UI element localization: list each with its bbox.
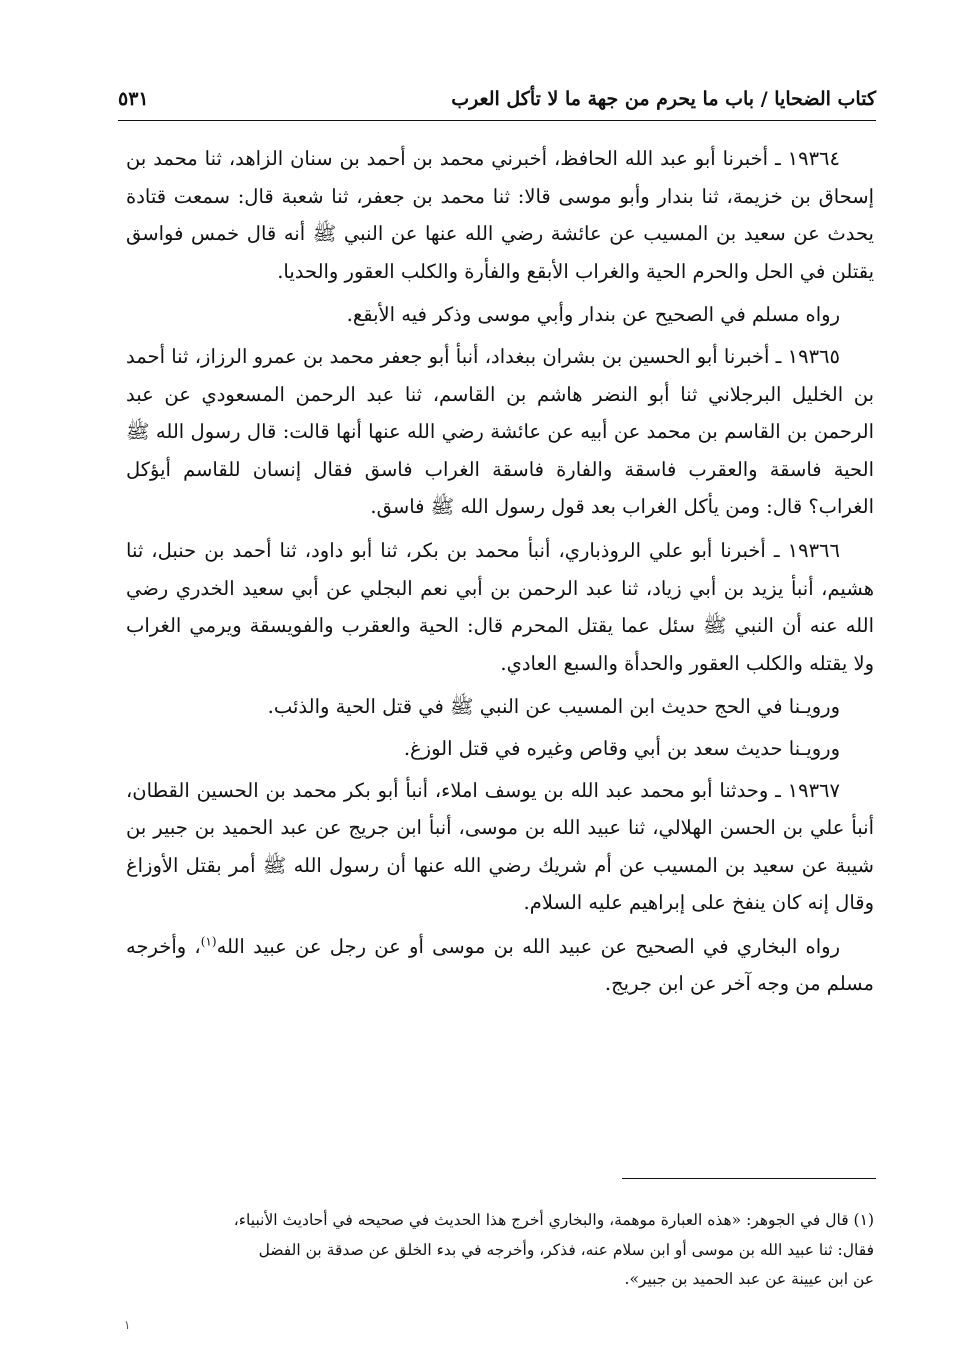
hadith-19364: ١٩٣٦٤ ـ أخبرنا أبو عبد الله الحافظ، أخبرني محمد بن أحمد بن سنان الزاهد، ثنا محمد بن إسحاق بن خزيمة، ثنا بندار وأبو موسى قالا: ثنا محمد بن جعفر، ثنا شعبة قال: سمعت قتادة يحدث عن سعيد بن المسيب عن عائشة رضي الله عنها عن النبي ﷺ أنه قال خمس فواسق يقتلن في الحل والحرم الحية والغراب الأبقع والفأرة والكلب العقور والحديا. <box>126 147 874 283</box>
header-title: كتاب الضحايا / باب ما يحرم من جهة ما لا تأكل العرب <box>443 88 876 110</box>
footnote-ref: (١) <box>200 934 217 949</box>
footnote-line: فقال: ثنا عبيد الله بن موسى أو ابن سلام عنه، فذكر، وأخرجه في بدء الخلق عن صدقة بن الفضل <box>258 1240 874 1259</box>
note-text-before: رواه البخاري في الصحيح عن عبيد الله بن موسى أو عن رجل عن عبيد الله <box>216 934 840 958</box>
page-number: ٥٣١ <box>118 88 157 110</box>
hadith-19365: ١٩٣٦٥ ـ أخبرنا أبو الحسين بن بشران ببغداد، أنبأ أبو جعفر محمد بن عمرو الرزاز، ثنا أحمد بن الخليل البرجلاني ثنا أبو النضر هاشم بن القاسم، ثنا عبد الرحمن المسعودي عن عبد الرحمن بن القاسم بن محمد عن أبيه عن عائشة رضي الله عنها أنها قالت: قال رسول الله ﷺ الحية فاسقة والعقرب فاسقة والفارة فاسقة الغراب فاسق فقال إنسان للقاسم أيؤكل الغراب؟ قال: ومن يأكل الغراب بعد قول رسول الله ﷺ فاسق. <box>126 344 874 519</box>
hadith-19366: ١٩٣٦٦ ـ أخبرنا أبو علي الروذباري، أنبأ محمد بن بكر، ثنا أبو داود، ثنا أحمد بن حنبل، ثنا هشيم، أنبأ يزيد بن أبي زياد، ثنا عبد الرحمن بن أبي نعم البجلي عن أبي سعيد الخدري رضي الله عنه أن النبي ﷺ سئل عما يقتل المحرم قال: الحية والعقرب والفويسقة ويرمي الغراب ولا يقتله والكلب العقور والحدأة والسبع العادي. <box>126 538 874 675</box>
note-text-after: ، وأخرجه مسلم من وجه آخر عن ابن جريج. <box>126 934 874 996</box>
narration-note-hajj: ورويـنا في الحج حديث ابن المسيب عن النبي ﷺ في قتل الحية والذئب. <box>267 695 840 719</box>
footnote-line: عن ابن عيينة عن عبد الحميد بن جبير». <box>624 1270 874 1288</box>
footnote-line: (١) قال في الجوهر: «هذه العبارة موهمة، والبخاري أخرج هذا الحديث في صحيحه في أحاديث الأنبياء، <box>233 1211 874 1229</box>
page-header <box>118 86 876 121</box>
main-text <box>126 140 874 1009</box>
corner-mark: ١ <box>124 1318 131 1332</box>
hadith-19367: ١٩٣٦٧ ـ وحدثنا أبو محمد عبد الله بن يوسف املاء، أنبأ أبو بكر محمد بن الحسين القطان، أنبأ علي بن الحسن الهلالي، ثنا عبيد الله بن موسى، أنبأ ابن جريج عن عبد الحميد بن جبير بن شيبة عن سعيد بن المسيب عن أم شريك رضي الله عنها أن رسول الله ﷺ أمر بقتل الأوزاغ وقال إنه كان ينفخ على إبراهيم عليه السلام. <box>126 778 874 915</box>
footnote-divider <box>622 1178 876 1179</box>
narration-note-muslim: رواه مسلم في الصحيح عن بندار وأبي موسى وذكر فيه الأبقع. <box>346 303 840 327</box>
narration-note-wazagh: ورويـنا حديث سعد بن أبي وقاص وغيره في قتل الوزغ. <box>403 736 840 760</box>
footnote <box>114 1206 874 1295</box>
narration-note-bukhari <box>126 928 874 1003</box>
